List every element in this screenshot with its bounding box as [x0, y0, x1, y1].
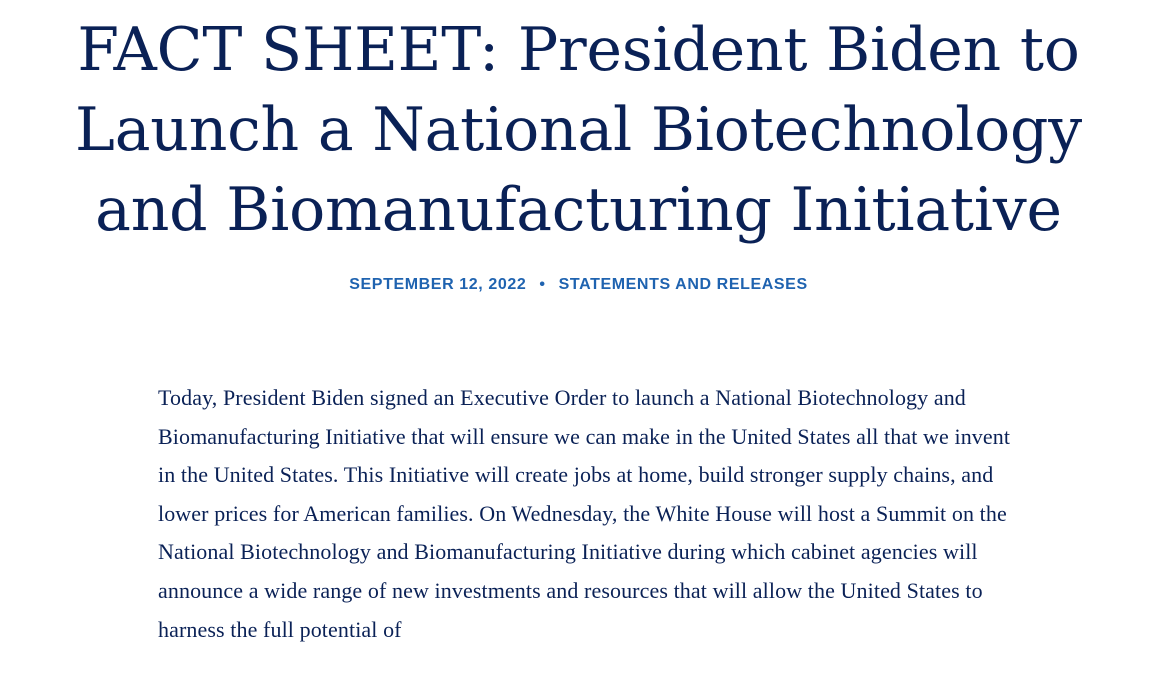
- article-meta: [0, 274, 1157, 296]
- meta-separator: •: [539, 276, 546, 293]
- page-title: FACT SHEET: President Biden to Launch a National Biotechnology and Biomanufacturing Initiative: [75, 15, 1082, 245]
- article-body-paragraph: Today, President Biden signed an Executive Order to launch a National Biotechnology and Biomanufacturing Initiative that will ensure we can make in the United States all that we invent in the United States. This Initiative will create jobs at home, build stronger supply chains, and lower prices for American families. On Wednesday, the White House will host a Summit on the National Biotechnology and Biomanufacturing Initiative during which cabinet agencies will announce a wide range of new investments and resources that will allow the United States to harness the full potential of: [158, 385, 1011, 642]
- publish-date: SEPTEMBER 12, 2022: [349, 276, 527, 293]
- category-link[interactable]: STATEMENTS AND RELEASES: [558, 276, 808, 293]
